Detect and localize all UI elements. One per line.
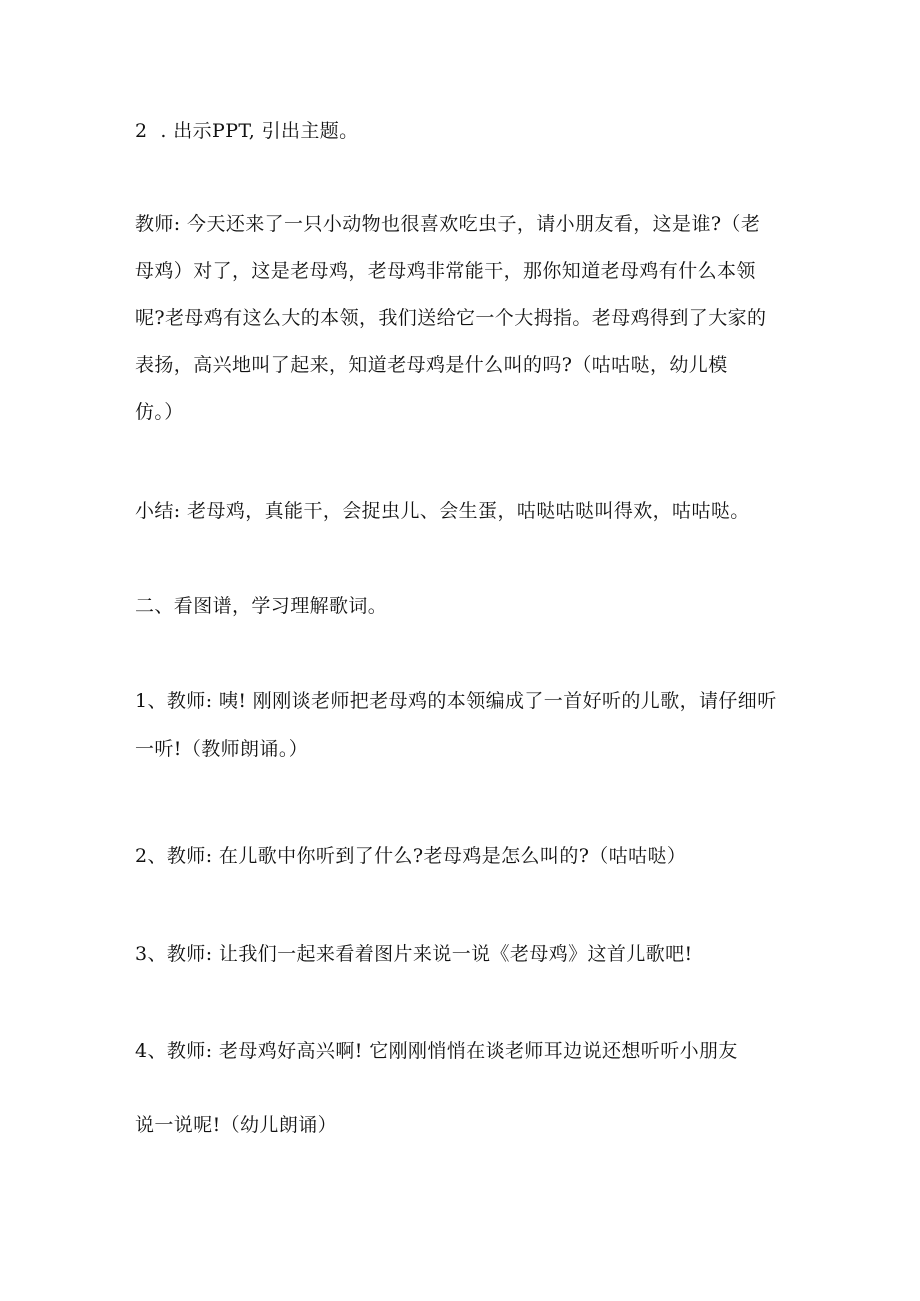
paragraph-line: 说一说呢!（幼儿朗诵）: [135, 1114, 338, 1136]
paragraph-line: 呢?老母鸡有这么大的本领，我们送给它一个大拇指。老母鸡得到了大家的: [135, 307, 767, 329]
paragraph-line: 二、看图谱，学习理解歌词。: [135, 595, 388, 617]
paragraph-line: 2 . 出示PPT, 引出主题。: [135, 120, 359, 142]
paragraph-line: 母鸡）对了，这是老母鸡，老母鸡非常能干，那你知道老母鸡有什么本领: [135, 260, 756, 282]
paragraph-line: 教师: 今天还来了一只小动物也很喜欢吃虫子，请小朋友看，这是谁?（老: [135, 213, 761, 235]
paragraph-line: 2、教师: 在儿歌中你听到了什么?老母鸡是怎么叫的?（咕咕哒）: [135, 845, 687, 867]
paragraph-line: 一听!（教师朗诵。）: [135, 738, 309, 760]
paragraph-line: 1、教师: 咦! 刚刚谈老师把老母鸡的本领编成了一首好听的儿歌，请仔细听: [135, 690, 777, 712]
paragraph-line: 4、教师: 老母鸡好高兴啊! 它刚刚悄悄在谈老师耳边说还想听听小朋友: [135, 1040, 738, 1062]
paragraph-line: 小结: 老母鸡，真能干，会捉虫儿、会生蛋，咕哒咕哒叫得欢，咕咕哒。: [135, 500, 750, 522]
paragraph-line: 3、教师: 让我们一起来看着图片来说一说《老母鸡》这首儿歌吧!: [135, 943, 693, 965]
paragraph-line: 表扬，高兴地叫了起来，知道老母鸡是什么叫的吗?（咕咕哒，幼儿模: [135, 354, 728, 376]
paragraph-line: 仿。）: [135, 401, 184, 423]
